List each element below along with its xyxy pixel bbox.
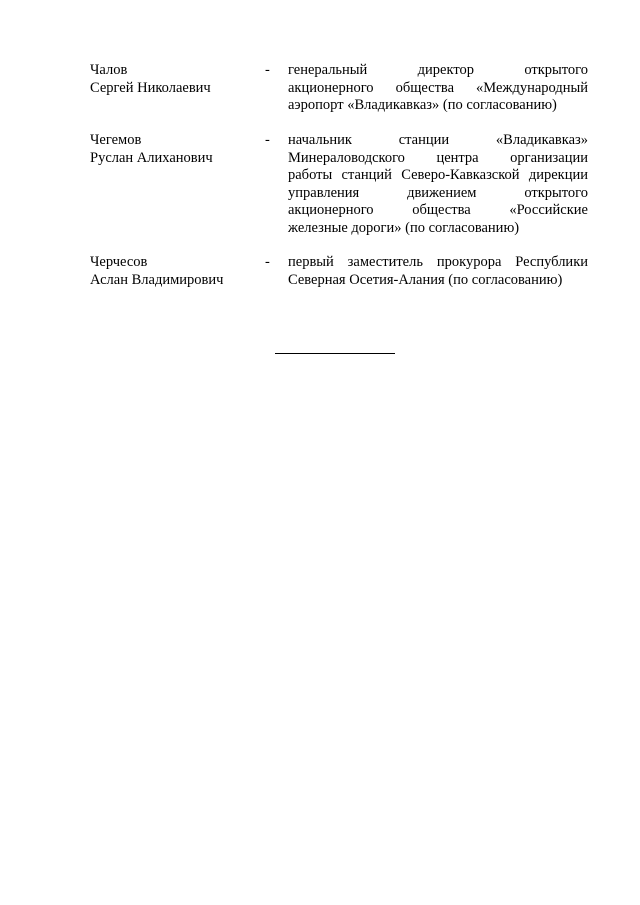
member-surname: Черчесов [90, 254, 148, 270]
member-given-names: Руслан Алиханович [90, 149, 213, 166]
member-given-names: Сергей Николаевич [90, 79, 211, 96]
position-line: начальник станции «Владикавказ» [288, 132, 588, 148]
member-name [90, 132, 260, 167]
position-line: генеральный директор открытого [288, 62, 588, 78]
member-position [288, 132, 588, 237]
position-line: работы станций Северо-Кавказской дирекции [288, 167, 588, 183]
member-surname: Чалов [90, 62, 128, 78]
member-position [288, 62, 588, 115]
position-line: аэропорт «Владикавказ» (по согласованию) [288, 97, 557, 113]
position-line: Минераловодского центра организации [288, 149, 588, 166]
position-line: акционерного общества «Международный [288, 79, 588, 96]
position-line: акционерного общества «Российские [288, 202, 588, 218]
position-line: управления движением открытого [288, 184, 588, 201]
dash-separator: - [265, 62, 270, 78]
dash-separator: - [265, 132, 270, 148]
dash-separator: - [265, 254, 270, 270]
member-surname: Чегемов [90, 132, 142, 148]
member-given-names: Аслан Владимирович [90, 271, 224, 288]
position-line: первый заместитель прокурора Республики [288, 254, 588, 270]
member-position [288, 254, 588, 289]
member-name [90, 254, 260, 289]
position-line: железные дороги» (по согласованию) [288, 219, 520, 236]
member-name [90, 62, 260, 97]
position-line: Северная Осетия-Алания (по согласованию) [288, 271, 563, 288]
end-of-list-rule [275, 353, 395, 354]
